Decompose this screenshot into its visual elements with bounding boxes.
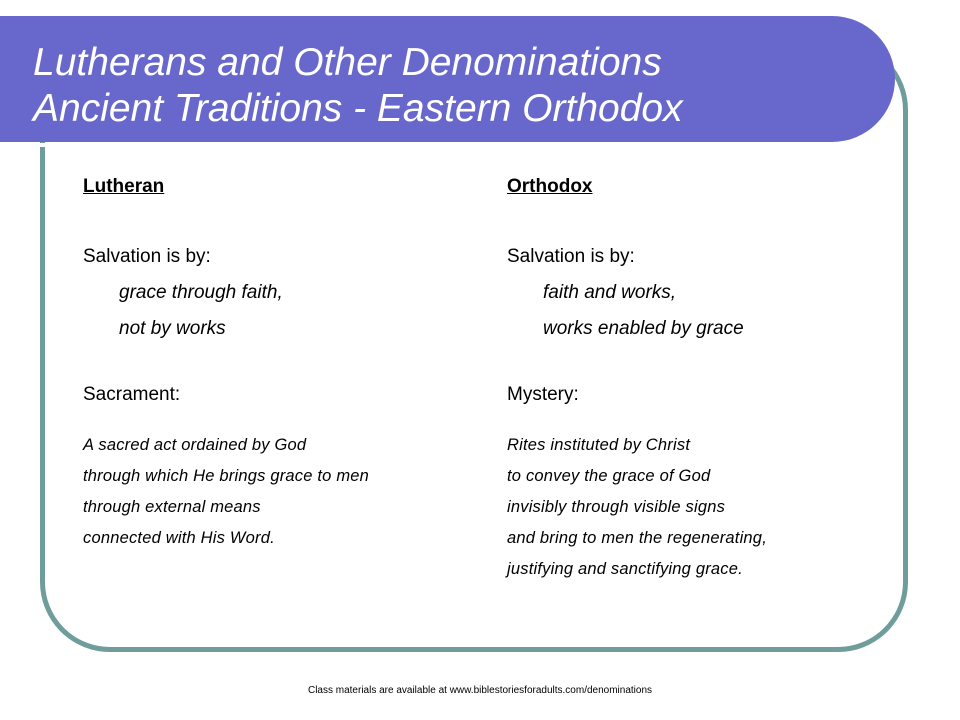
lutheran-definition-line: through which He brings grace to men [83,467,370,485]
lutheran-definition-line: through external means [83,498,261,516]
orthodox-definition-line: justifying and sanctifying grace. [507,560,743,578]
lutheran-column [83,175,370,547]
orthodox-salvation-item: works enabled by grace [543,318,744,339]
lutheran-salvation-label: Salvation is by: [83,246,211,267]
lutheran-sacrament-definition [83,430,369,554]
slide-title-line-1: Lutherans and Other Denominations [33,41,662,84]
lutheran-salvation-item: grace through faith, [119,282,283,303]
orthodox-mystery-label: Mystery: [507,384,579,405]
lutheran-definition-line: A sacred act ordained by God [83,436,307,454]
footer-note: Class materials are available at www.biblestoriesforadults.com/denominations [307,685,653,696]
lutheran-definition-line: connected with His Word. [83,529,275,547]
orthodox-salvation-item: faith and works, [543,282,677,303]
orthodox-salvation [507,245,744,341]
orthodox-definition-line: and bring to men the regenerating, [507,529,767,547]
orthodox-mystery-definition [507,430,767,585]
slide-title-line-2: Ancient Traditions - Eastern Orthodox [33,87,683,130]
orthodox-definition-line: to convey the grace of God [507,467,711,485]
orthodox-salvation-label: Salvation is by: [507,246,635,267]
lutheran-heading: Lutheran [83,176,165,197]
title-underline [0,143,848,147]
slide-title [33,40,683,132]
orthodox-column [507,175,767,578]
lutheran-sacrament-label: Sacrament: [83,384,181,405]
orthodox-definition-line: invisibly through visible signs [507,498,726,516]
orthodox-definition-line: Rites instituted by Christ [507,436,691,454]
lutheran-salvation-item: not by works [119,318,226,339]
title-bar [0,16,895,142]
lutheran-salvation [83,245,283,341]
orthodox-heading: Orthodox [507,176,593,197]
